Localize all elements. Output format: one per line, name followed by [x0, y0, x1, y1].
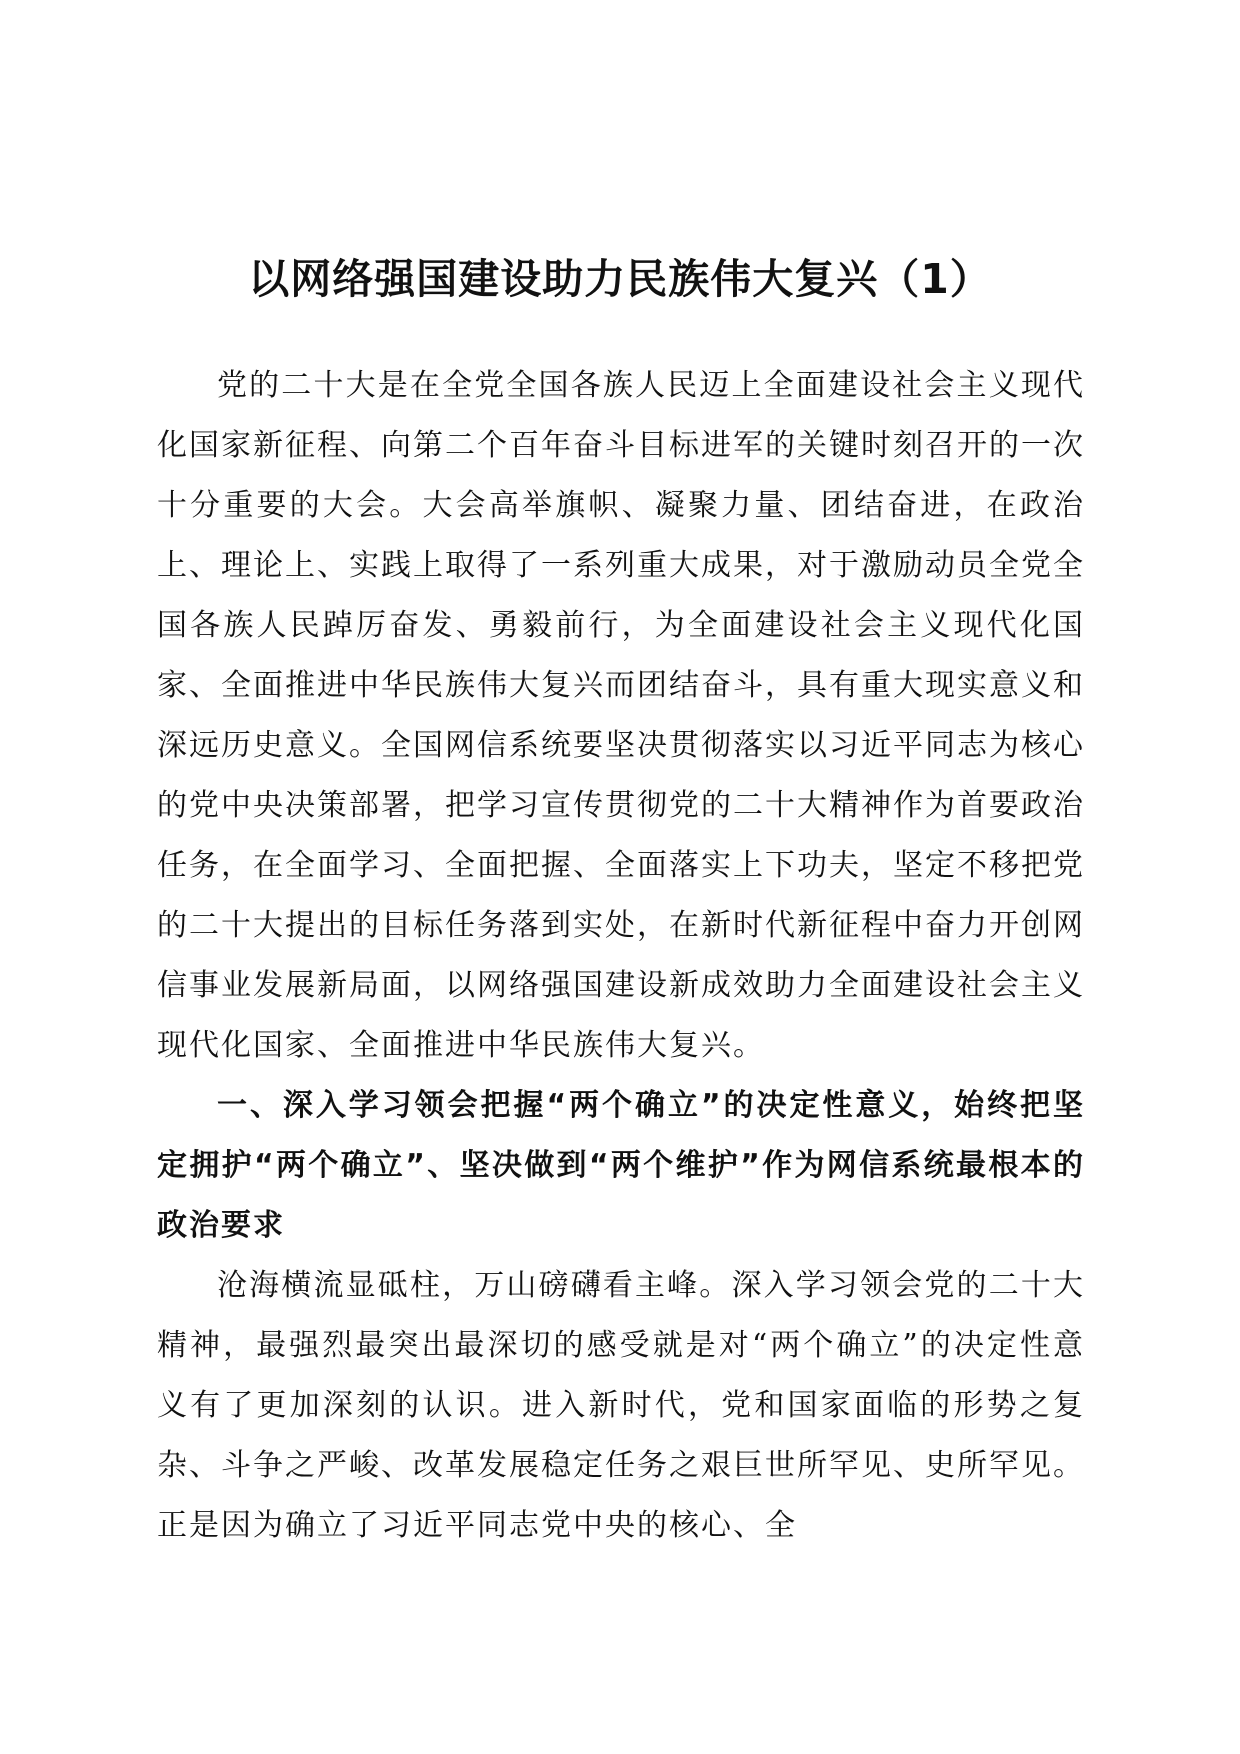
section-1-paragraph: 沧海横流显砥柱，万山磅礴看主峰。深入学习领会党的二十大精神，最强烈最突出最深切的感受就是对“两个确立”的决定性意义有了更加深刻的认识。进入新时代，党和国家面临的形势之复杂、斗争之严峻、改革发展稳定任务之艰巨世所罕见、史所罕见。正是因为确立了习近平同志党中央的核心、全	[157, 1268, 1085, 1543]
intro-paragraph: 党的二十大是在全党全国各族人民迈上全面建设社会主义现代化国家新征程、向第二个百年奋斗目标进军的关键时刻召开的一次十分重要的大会。大会高举旗帜、凝聚力量、团结奋进，在政治上、理论上、实践上取得了一系列重大成果，对于激励动员全党全国各族人民踔厉奋发、勇毅前行，为全面建设社会主义现代化国家、全面推进中华民族伟大复兴而团结奋斗，具有重大现实意义和深远历史意义。全国网信系统要坚决贯彻落实以习近平同志为核心的党中央决策部署，把学习宣传贯彻党的二十大精神作为首要政治任务，在全面学习、全面把握、全面落实上下功夫，坚定不移把党的二十大提出的目标任务落到实处，在新时代新征程中奋力开创网信事业发展新局面，以网络强国建设新成效助力全面建设社会主义现代化国家、全面推进中华民族伟大复兴。	[157, 368, 1085, 1063]
document-body	[157, 356, 1085, 1556]
document-title: 以网络强国建设助力民族伟大复兴（1）	[248, 255, 992, 303]
section-heading-1: 一、深入学习领会把握“两个确立”的决定性意义，始终把坚定拥护“两个确立”、坚决做到“两个维护”作为网信系统最根本的政治要求	[157, 1088, 1085, 1243]
